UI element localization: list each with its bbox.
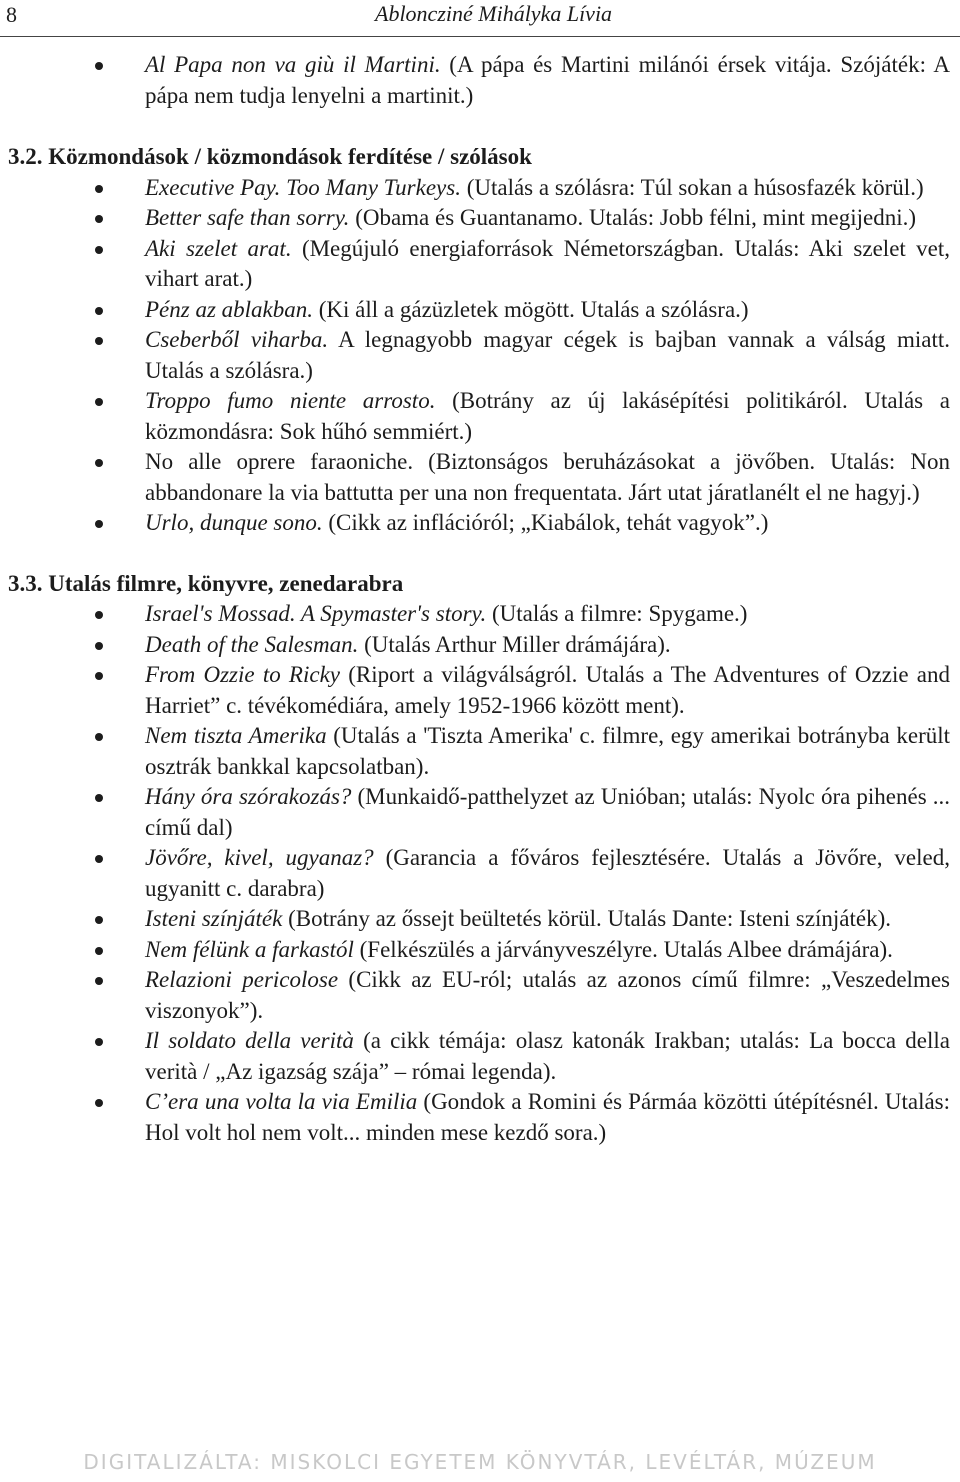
list-item xyxy=(145,630,950,661)
quoted-title: Executive Pay. Too Many Turkeys. xyxy=(145,174,461,200)
section-heading: 3.2. Közmondások / közmondások ferdítése / szólások xyxy=(8,144,532,169)
item-text: (Obama és Guantanamo. Utalás: Jobb félni, mint megijedni.) xyxy=(349,205,916,230)
bullet-icon xyxy=(95,1099,103,1107)
item-text: (Botrány az őssejt beültetés körül. Utalás Dante: Isteni színjáték). xyxy=(282,906,892,931)
item-text: (Utalás Arthur Miller drámájára). xyxy=(358,631,671,657)
page-content xyxy=(0,50,960,1148)
list-item xyxy=(145,721,950,782)
bullet-icon xyxy=(95,62,103,70)
list-item xyxy=(145,965,950,1026)
list-item xyxy=(145,173,950,204)
quoted-title: From Ozzie to Ricky xyxy=(145,662,340,687)
bullet-icon xyxy=(95,977,103,985)
list-item xyxy=(145,1026,950,1087)
item-text: A legnagyobb magyar cégek is bajban vannak a válság miatt. Utalás a szólásra.) xyxy=(145,327,950,383)
bullet-icon xyxy=(95,1038,103,1046)
page-number: 8 xyxy=(6,2,17,27)
quoted-title: Isteni színjáték xyxy=(145,906,283,931)
quoted-title: Troppo fumo niente arrosto. xyxy=(145,388,436,413)
bullet-icon xyxy=(95,215,103,223)
bullet-icon xyxy=(95,916,103,924)
bullet-icon xyxy=(95,459,103,467)
item-text: (Ki áll a gázüzletek mögött. Utalás a szólásra.) xyxy=(313,296,749,322)
quoted-title: Urlo, dunque sono. xyxy=(145,510,323,535)
quoted-title: Jövőre, kivel, ugyanaz? xyxy=(145,845,374,870)
list-item xyxy=(145,599,950,630)
bullet-icon xyxy=(95,520,103,528)
bullet-icon xyxy=(95,947,103,955)
bullet-icon xyxy=(95,733,103,741)
list-item xyxy=(145,203,950,234)
quoted-title: Relazioni pericolose xyxy=(145,967,339,992)
bullet-icon xyxy=(95,307,103,315)
bullet-icon xyxy=(95,398,103,406)
list-item xyxy=(145,843,950,904)
item-text: (Garancia a főváros fejlesztésére. Utalás a Jövőre, veled, ugyanitt c. darabra) xyxy=(145,845,950,901)
quoted-title: Better safe than sorry. xyxy=(145,205,350,230)
quoted-title: Al Papa non va giù il Martini. xyxy=(145,52,441,77)
bullet-icon xyxy=(95,794,103,802)
item-text: (Utalás a 'Tiszta Amerika' c. filmre, egy amerikai botrányba került osztrák bankkal kapcsolatban). xyxy=(145,723,951,779)
list-item xyxy=(145,386,950,447)
quoted-title: Israel's Mossad. A Spymaster's story. xyxy=(145,601,487,626)
list-item xyxy=(145,1087,950,1148)
bullet-icon xyxy=(95,642,103,650)
list-item xyxy=(145,447,950,508)
list-item xyxy=(145,782,950,843)
bullet-icon xyxy=(95,246,103,254)
bullet-icon xyxy=(95,672,103,680)
quoted-title: Cseberből viharba. xyxy=(145,327,329,352)
list-item xyxy=(145,508,950,539)
item-text: (Utalás a szólásra: Túl sokan a húsosfazék körül.) xyxy=(460,174,924,200)
quoted-title: Nem félünk a farkastól xyxy=(145,936,354,962)
page-header xyxy=(0,0,960,37)
section-heading: 3.3. Utalás filmre, könyvre, zenedarabra xyxy=(8,570,404,596)
item-text: (A pápa és Martini milánói érsek vitája. Szójáték: A pápa nem tudja lenyelni a martinit.) xyxy=(145,52,950,108)
item-text: (Cikk az EU-ról; utalás az azonos című filmre: „Veszedelmes viszonyok”). xyxy=(145,967,950,1023)
digitization-footer: DIGITALIZÁLTA: MISKOLCI EGYETEM KÖNYVTÁR, LEVÉLTÁR, MÚZEUM xyxy=(83,1450,877,1474)
item-text: (Utalás a filmre: Spygame.) xyxy=(486,601,748,626)
item-text: (a cikk témája: olasz katonák Irakban; utalás: La bocca della verità / „Az igazság szája” – római legenda). xyxy=(145,1028,950,1084)
list-item xyxy=(145,234,950,295)
quoted-title: Aki szelet arat. xyxy=(145,235,292,261)
item-text: (Cikk az inflációról; „Kiabálok, tehát vagyok”.) xyxy=(322,510,769,535)
list-item xyxy=(145,660,950,721)
quoted-title: Death of the Salesman. xyxy=(145,631,359,657)
list-item xyxy=(145,295,950,326)
item-text: (Gondok a Romini és Pármáa közötti útépítésnél. Utalás: Hol volt hol nem volt... minden mese kezdő sora.) xyxy=(145,1089,951,1145)
bullet-icon xyxy=(95,337,103,345)
list-item xyxy=(145,325,950,386)
item-text: (Megújuló energiaforrások Németországban. Utalás: Aki szelet vet, vihart arat.) xyxy=(145,235,951,291)
item-text: (Munkaidő-patthelyzet az Unióban; utalás: Nyolc óra pihenés ... című dal) xyxy=(145,784,950,840)
quoted-title: Pénz az ablakban. xyxy=(145,296,314,322)
bullet-icon xyxy=(95,611,103,619)
bullet-icon xyxy=(95,855,103,863)
list-item xyxy=(145,50,950,111)
list-item xyxy=(145,904,950,935)
bullet-icon xyxy=(95,185,103,193)
quoted-title: Hány óra szórakozás? xyxy=(145,784,352,809)
item-text: No alle oprere faraoniche. (Biztonságos beruházásokat a jövőben. Utalás: Non abbandonare la via battutta per una non frequentata. Járt utat járatlanélt el ne hagyj.) xyxy=(145,449,950,505)
item-text: (Felkészülés a járványveszélyre. Utalás Albee drámájára). xyxy=(353,936,893,962)
item-text: (Riport a világválságról. Utalás a The Adventures of Ozzie and Harriet” c. tévékomédiára, amely 1952-1966 között ment). xyxy=(145,662,950,718)
list-item xyxy=(145,935,950,966)
quoted-title: C’era una volta la via Emilia xyxy=(145,1089,418,1114)
running-title: Abloncziné Mihályka Lívia xyxy=(375,1,613,26)
quoted-title: Nem tiszta Amerika xyxy=(145,723,327,748)
quoted-title: Il soldato della verità xyxy=(145,1028,354,1053)
item-text: (Botrány az új lakásépítési politikáról. Utalás a közmondásra: Sok hűhó semmiért.) xyxy=(145,388,950,444)
